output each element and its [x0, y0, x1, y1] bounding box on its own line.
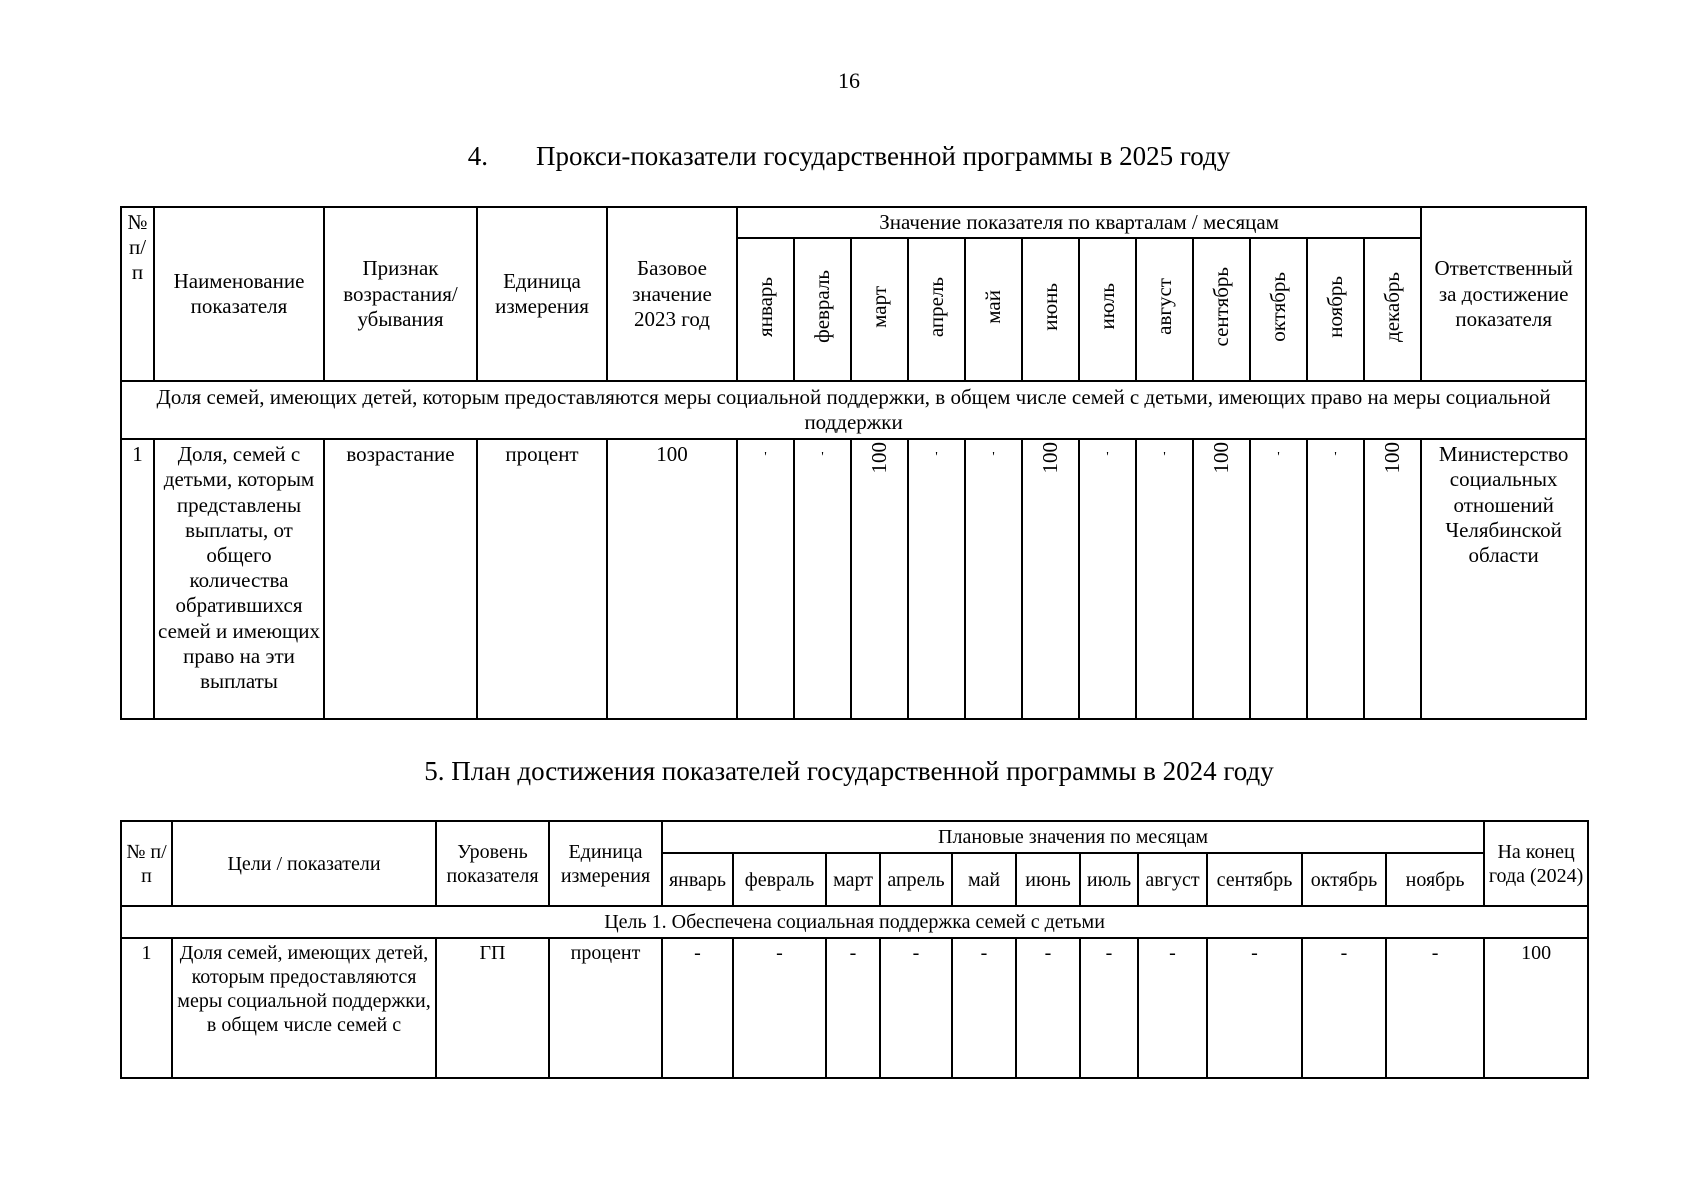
month-header: март	[851, 238, 908, 381]
month-value: '	[1250, 439, 1307, 719]
row-unit: процент	[477, 439, 607, 719]
month-value: 100	[1364, 439, 1421, 719]
section-4-title-text: Прокси-показатели государственной программы в 2025 году	[535, 141, 1231, 171]
goal-title: Цель 1. Обеспечена социальная поддержка семей с детьми	[121, 906, 1588, 938]
header-trend-sign: Признак возрастания/ убывания	[324, 207, 477, 381]
header-unit: Единица измерения	[477, 207, 607, 381]
month-header: январь	[737, 238, 794, 381]
header-number: № п/п	[121, 821, 172, 906]
month-value: -	[1080, 938, 1138, 1078]
month-header: сентябрь	[1207, 853, 1302, 906]
month-value: '	[965, 439, 1022, 719]
row-base-value: 100	[607, 439, 737, 719]
month-value: -	[1302, 938, 1386, 1078]
indicator-group-title: Доля семей, имеющих детей, которым предоставляются меры социальной поддержки, в общем числе семей с детьми, имеющих право на меры социальной поддержки	[121, 381, 1586, 439]
month-header: август	[1136, 238, 1193, 381]
month-header: апрель	[908, 238, 965, 381]
month-value: '	[1136, 439, 1193, 719]
month-value: 100	[1022, 439, 1079, 719]
section-5-title: 5. План достижения показателей государственной программы в 2024 году	[424, 756, 1274, 786]
month-value: -	[952, 938, 1016, 1078]
proxy-indicators-table	[120, 206, 1587, 720]
month-value: -	[662, 938, 733, 1078]
row-responsible: Министерство социальных отношений Челябинской области	[1421, 439, 1586, 719]
month-header: ноябрь	[1307, 238, 1364, 381]
month-header: февраль	[794, 238, 851, 381]
header-responsible: Ответственный за достижение показателя	[1421, 207, 1586, 381]
month-value: '	[908, 439, 965, 719]
month-header: июль	[1079, 238, 1136, 381]
month-value: -	[1207, 938, 1302, 1078]
month-header: апрель	[880, 853, 952, 906]
header-goals: Цели / показатели	[172, 821, 436, 906]
header-plan-by-month: Плановые значения по месяцам	[662, 821, 1484, 853]
month-header: январь	[662, 853, 733, 906]
month-value: -	[1016, 938, 1080, 1078]
indicators-plan-table	[120, 820, 1589, 1079]
month-header: октябрь	[1302, 853, 1386, 906]
month-header: ноябрь	[1386, 853, 1484, 906]
month-value: -	[733, 938, 826, 1078]
month-header: июнь	[1016, 853, 1080, 906]
header-values-by-period: Значение показателя по кварталам / месяцам	[737, 207, 1421, 238]
month-header: март	[826, 853, 880, 906]
section-4-title	[0, 141, 1698, 172]
row-trend-sign: возрастание	[324, 439, 477, 719]
month-value: '	[737, 439, 794, 719]
month-header: май	[952, 853, 1016, 906]
month-header: февраль	[733, 853, 826, 906]
header-number: № п/ п	[121, 207, 154, 381]
month-value: -	[880, 938, 952, 1078]
page-number: 16	[838, 68, 860, 93]
header-level: Уровень показателя	[436, 821, 549, 906]
month-value: 100	[1193, 439, 1250, 719]
header-year-end: На конец года (2024)	[1484, 821, 1588, 906]
row-number: 1	[121, 439, 154, 719]
row-level: ГП	[436, 938, 549, 1078]
header-unit: Единица измерения	[549, 821, 662, 906]
month-header: май	[965, 238, 1022, 381]
month-value: '	[1307, 439, 1364, 719]
row-indicator-name: Доля семей, имеющих детей, которым предоставляются меры социальной поддержки, в общем числе семей с	[172, 938, 436, 1078]
header-base-value: Базовое значение 2023 год	[607, 207, 737, 381]
month-header: декабрь	[1364, 238, 1421, 381]
month-value: '	[1079, 439, 1136, 719]
month-header: июль	[1080, 853, 1138, 906]
row-indicator-name: Доля, семей с детьми, которым представлены выплаты, от общего количества обратившихся семей и имеющих право на эти выплаты	[154, 439, 324, 719]
month-value: -	[1386, 938, 1484, 1078]
month-value: '	[794, 439, 851, 719]
month-value: 100	[851, 439, 908, 719]
month-value: -	[826, 938, 880, 1078]
month-header: октябрь	[1250, 238, 1307, 381]
row-year-end: 100	[1484, 938, 1588, 1078]
month-value: -	[1138, 938, 1207, 1078]
row-unit: процент	[549, 938, 662, 1078]
month-header: сентябрь	[1193, 238, 1250, 381]
section-4-number: 4.	[467, 141, 488, 171]
row-number: 1	[121, 938, 172, 1078]
month-header: август	[1138, 853, 1207, 906]
month-header: июнь	[1022, 238, 1079, 381]
header-indicator-name: Наименование показателя	[154, 207, 324, 381]
